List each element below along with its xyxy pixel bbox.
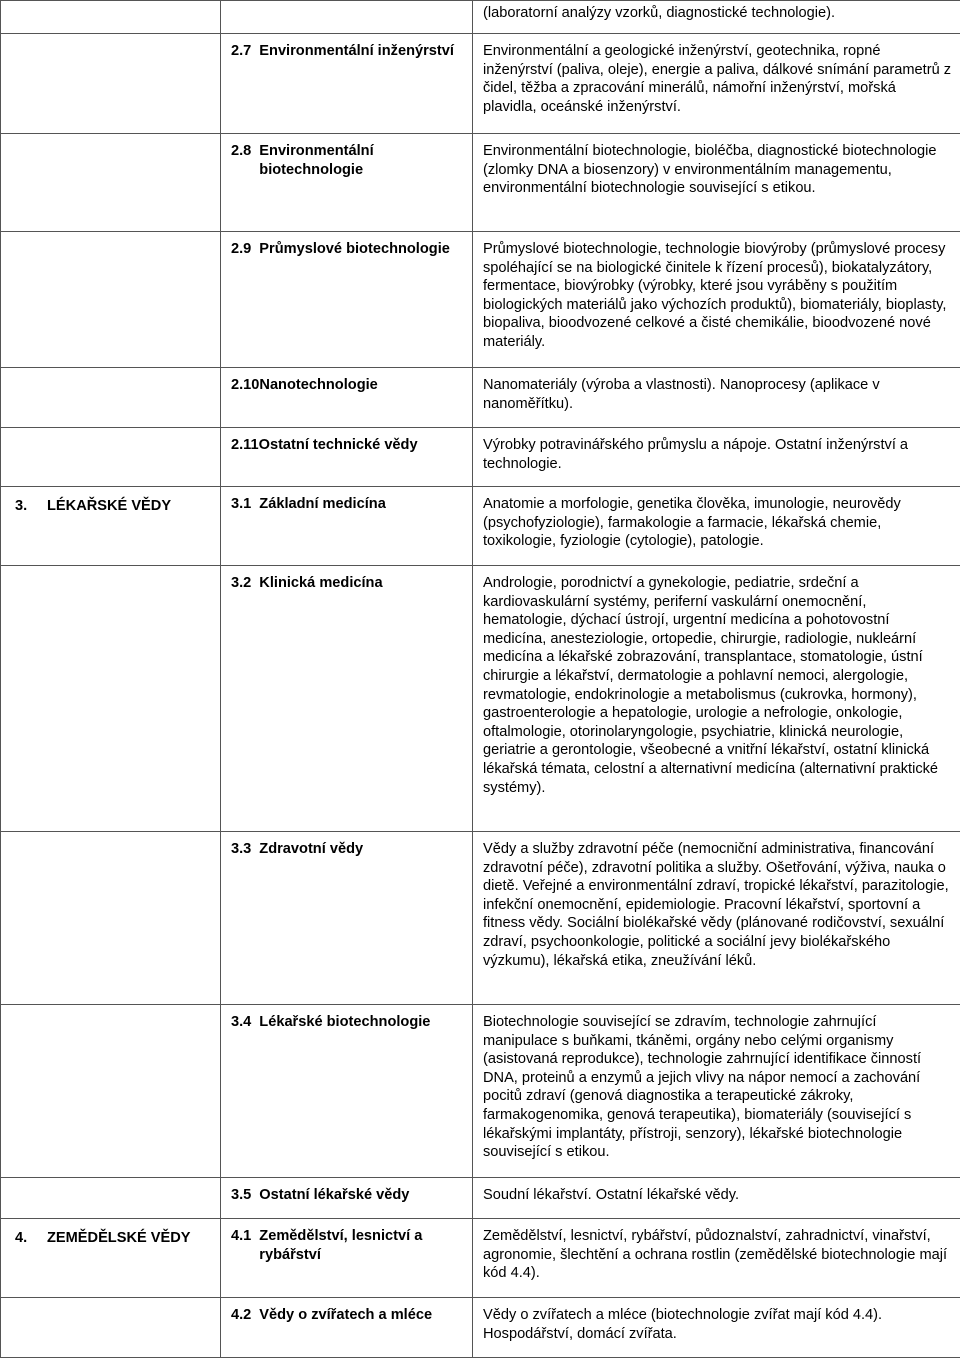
subcategory-cell [221, 566, 473, 832]
category-cell [1, 1219, 221, 1298]
description-text: Andrologie, porodnictví a gynekologie, pediatrie, srdeční a kardiovaskulární systémy, periferní vaskulární onemocnění, hematologie, dýchací ústrojí, urgentní medicína a pohotovostní medicína, anesteziologie, ortopedie, chirurgie, radiologie, nukleární medicína a lékařské zobrazování, transplantace, stomatologie, ústní chirurgie a lékařství, dermatologie a pohlavní nemoci, alergologie, revmatologie, endokrinologie a metabolismus (cukrovka, hormony), gastroenterologie a hepatologie, urologie a nefrologie, onkologie, oftalmologie, otorinolaryngologie, psychiatrie, klinická neurologie, geriatrie a gerontologie, všeobecné a vnitřní lékařství, ostatní klinická lékařská témata, celostní a alternativní medicína (alternativní praktické systémy). [483, 575, 939, 796]
subcategory-number: 4.2 [231, 1307, 252, 1323]
subcategory-number: 2.8 [231, 143, 252, 159]
table-row [1, 34, 960, 134]
category-label: LÉKAŘSKÉ VĚDY [47, 498, 172, 514]
table-row [1, 232, 960, 368]
description-text: (laboratorní analýzy vzorků, diagnostické technologie). [483, 5, 836, 21]
subcategory-label: Environmentální biotechnologie [259, 143, 374, 178]
subcategory-number: 4.1 [231, 1228, 252, 1244]
description-cell [473, 566, 960, 832]
subcategory-label: Ostatní technické vědy [258, 437, 418, 453]
subcategory-label: Klinická medicína [259, 575, 383, 591]
description-cell [473, 232, 960, 368]
subcategory-cell [221, 1005, 473, 1178]
subcategory-cell [221, 832, 473, 1005]
subcategory-label: Nanotechnologie [259, 377, 378, 393]
description-text: Nanomateriály (výroba a vlastnosti). Nanoprocesy (aplikace v nanoměřítku). [483, 377, 880, 412]
subcategory-label: Zdravotní vědy [259, 841, 364, 857]
subcategory-number: 2.9 [231, 241, 252, 257]
description-cell [473, 368, 960, 428]
subcategory-label: Průmyslové biotechnologie [259, 241, 450, 257]
subcategory-cell [221, 232, 473, 368]
description-text: Zemědělství, lesnictví, rybářství, půdoznalství, zahradnictví, vinařství, agronomie, šlechtění a ochrana rostlin (zemědělské biotechnologie mají kód 4.4). [483, 1228, 948, 1282]
category-cell [1, 232, 221, 368]
subcategory-cell [221, 368, 473, 428]
category-cell [1, 1178, 221, 1219]
category-cell [1, 368, 221, 428]
description-cell [473, 34, 960, 134]
subcategory-label: Základní medicína [259, 496, 386, 512]
subcategory-number: 2.7 [231, 43, 252, 59]
subcategory-cell [221, 1178, 473, 1219]
description-text: Environmentální a geologické inženýrství, geotechnika, ropné inženýrství (paliva, oleje), energie a paliva, dálkové snímání parametrů z čidel, těžba a zpracování minerálů, námořní inženýrství, mořská plavidla, oceánské inženýrství. [483, 43, 952, 115]
subcategory-cell [221, 487, 473, 566]
table-row [1, 832, 960, 1005]
subcategory-label: Environmentální inženýrství [259, 43, 454, 59]
description-cell [473, 1178, 960, 1219]
description-text: Vědy a služby zdravotní péče (nemocniční administrativa, financování zdravotní péče), zdravotní politika a služby. Ošetřování, výživa, nauka o dietě. Veřejné a environmentální zdraví, tropické lékařství, parazitologie, infekční onemocnění, epidemiologie. Pracovní lékařství, sportovní a fitness vědy. Sociální biolékařské vědy (plánované rodičovství, sexuální zdraví, psychoonkologie, politické a sociální jevy biolékařského výzkumu), lékařská etika, zneužívání léků. [483, 841, 949, 969]
description-text: Průmyslové biotechnologie, technologie biovýroby (průmyslové procesy spoléhající se na biologické činitele k řízení procesů), biokatalyzátory, fermentace, biovýrobky (výrobky, které jsou vyráběny s použitím biologických materiálů jako výchozích produktů), biomateriály, bioplasty, biopaliva, bioodvozené celkové a čisté chemikálie, bioodvozené nové materiály. [483, 241, 947, 350]
description-cell [473, 832, 960, 1005]
category-cell [1, 1, 221, 34]
subcategory-number: 3.1 [231, 496, 252, 512]
subcategory-label: Lékařské biotechnologie [259, 1014, 431, 1030]
subcategory-number: 3.2 [231, 575, 252, 591]
description-text: Environmentální biotechnologie, bioléčba, diagnostické biotechnologie (zlomky DNA a biosenzory) v environmentálním managementu, environmentální biotechnologie související s etikou. [483, 143, 937, 197]
category-cell [1, 832, 221, 1005]
table-row [1, 1219, 960, 1298]
subcategory-number: 3.5 [231, 1187, 252, 1203]
description-cell [473, 1219, 960, 1298]
table-row [1, 1005, 960, 1178]
description-text: Vědy o zvířatech a mléce (biotechnologie zvířat mají kód 4.4). Hospodářství, domácí zvířata. [483, 1307, 883, 1342]
table-row [1, 487, 960, 566]
description-text: Soudní lékařství. Ostatní lékařské vědy. [483, 1187, 740, 1203]
table-row [1, 134, 960, 232]
table-row [1, 1, 960, 34]
description-cell [473, 1, 960, 34]
category-number: 3. [15, 498, 28, 514]
category-label: ZEMĚDĚLSKÉ VĚDY [47, 1230, 191, 1246]
subcategory-cell [221, 1298, 473, 1358]
subcategory-cell [221, 134, 473, 232]
subcategory-cell [221, 428, 473, 487]
subcategory-cell [221, 1219, 473, 1298]
category-cell [1, 566, 221, 832]
table-row [1, 566, 960, 832]
subcategory-number: 2.11 [231, 437, 259, 453]
category-number: 4. [15, 1230, 28, 1246]
subcategory-number: 3.3 [231, 841, 252, 857]
category-cell [1, 1005, 221, 1178]
description-text: Biotechnologie související se zdravím, technologie zahrnující manipulace s buňkami, tkáněmi, orgány nebo celými organismy (asistovaná reprodukce), technologie zahrnující identifikace činností DNA, proteinů a enzymů a jejich vlivy na nápor nemocí a zachování pocitů zdraví (genová diagnostika a terapeutické zákroky, farmakogenomika, genová terapeutika), biomateriály (související s lékařskými implantáty, přístroji, senzory), lékařské biotechnologie související s etikou. [483, 1014, 922, 1161]
table-row [1, 1298, 960, 1358]
category-cell [1, 134, 221, 232]
category-cell [1, 487, 221, 566]
subcategory-cell [221, 34, 473, 134]
description-text: Výrobky potravinářského průmyslu a nápoje. Ostatní inženýrství a technologie. [483, 437, 909, 472]
subcategory-label: Zemědělství, lesnictví a rybářství [259, 1228, 423, 1263]
description-cell [473, 1005, 960, 1178]
category-cell [1, 1298, 221, 1358]
table-row [1, 428, 960, 487]
subcategory-label: Vědy o zvířatech a mléce [259, 1307, 433, 1323]
subcategory-number: 3.4 [231, 1014, 252, 1030]
description-cell [473, 487, 960, 566]
table-row [1, 368, 960, 428]
table-row [1, 1178, 960, 1219]
description-text: Anatomie a morfologie, genetika člověka, imunologie, neurovědy (psychofyziologie), farmakologie a farmacie, lékařská chemie, toxikologie, fyziologie (cytologie), patologie. [483, 496, 901, 550]
subcategory-cell [221, 1, 473, 34]
description-cell [473, 428, 960, 487]
subcategory-label: Ostatní lékařské vědy [259, 1187, 410, 1203]
category-cell [1, 34, 221, 134]
category-cell [1, 428, 221, 487]
description-cell [473, 134, 960, 232]
description-cell [473, 1298, 960, 1358]
subcategory-number: 2.10 [231, 377, 260, 393]
